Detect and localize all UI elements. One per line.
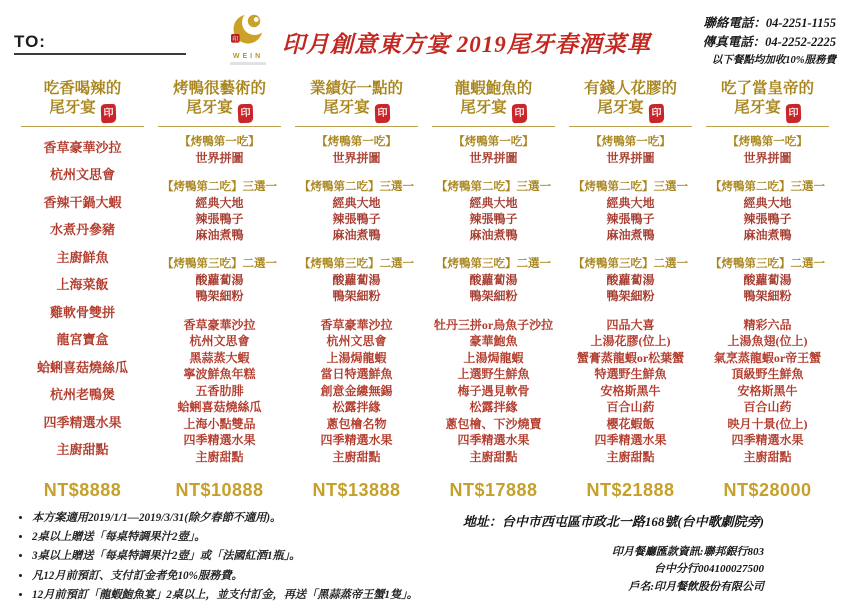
menu-column-1 [14, 79, 151, 501]
menu-column-3 [288, 79, 425, 501]
dish-item: 蛤蜊喜菇燒絲瓜 [177, 400, 262, 415]
column-title-line1: 業績好一點的 [309, 79, 403, 97]
column-title-line2 [427, 98, 560, 123]
dish-item: 上湯魚翅(位上) [727, 334, 808, 349]
section-dish: 麻油煮鴨 [195, 227, 244, 242]
section-label: 【烤鴨第二吃】三選一 [299, 180, 414, 193]
duck-course-section [564, 179, 697, 243]
column-title-text: 尾牙宴 [460, 98, 507, 116]
header-underline [295, 126, 418, 127]
page-footer [14, 507, 836, 605]
section-label: 【烤鴨第三吃】二選一 [436, 257, 551, 270]
header-underline [21, 126, 144, 127]
section-dish: 酸蘿蔔湯 [469, 272, 518, 287]
duck-course-section [701, 179, 834, 243]
duck-course-section [427, 134, 560, 166]
dish-item: 主廚甜點 [743, 449, 792, 464]
section-dish: 酸蘿蔔湯 [743, 272, 792, 287]
dish-item: 香草豪華沙拉 [183, 317, 256, 332]
dish-item: 香辣干鍋大蝦 [43, 194, 122, 210]
column-body [153, 134, 286, 468]
dish-item: 四季精選水果 [594, 433, 667, 448]
dish-list [153, 317, 286, 466]
dish-list [16, 134, 149, 464]
section-dish: 酸蘿蔔湯 [332, 272, 381, 287]
dish-item: 映月十景(位上) [727, 416, 808, 431]
dish-item: 杭州文思會 [326, 334, 387, 349]
duck-course-section [701, 134, 834, 166]
address-line: 地址：台中市西屯區市政北一路168號(台中歌劇院旁) [462, 513, 764, 529]
footnote-item: • 本方案適用2019/1/1—2019/3/31(除夕春節不適用)。 [32, 509, 457, 528]
column-title-line2 [290, 98, 423, 123]
dish-item: 四季精選水果 [43, 414, 122, 430]
menu-column-6 [699, 79, 836, 501]
dish-item: 五香肋腓 [195, 383, 244, 398]
section-label: 【烤鴨第一吃】 [453, 135, 534, 148]
section-label: 【烤鴨第一吃】 [179, 135, 260, 148]
column-title-line1: 烤鴨很藝術的 [172, 79, 266, 97]
dish-item: 安格斯黑牛 [737, 383, 798, 398]
column-title-line1: 吃了當皇帝的 [720, 79, 814, 97]
header-underline [432, 126, 555, 127]
service-charge-note: 以下餐點均加收10%服務費 [711, 54, 836, 66]
duck-course-section [564, 134, 697, 166]
column-title-line1: 龍蝦鮑魚的 [454, 79, 533, 97]
price-label: NT$10888 [175, 479, 264, 500]
dish-item: 創意金縷無錫 [320, 383, 393, 398]
dish-item: 上湯焗龍蝦 [326, 350, 387, 365]
column-body [290, 134, 423, 468]
seal-stamp-icon: 印 [237, 104, 253, 124]
column-title-text: 尾牙宴 [186, 98, 233, 116]
section-dish: 辣張鴨子 [606, 211, 655, 226]
bank-info-line: 印月餐廳匯款資訊:聯邦銀行803 [611, 545, 764, 558]
page-title: 印月創意東方宴 2019尾牙春酒菜單 [282, 32, 651, 57]
section-label: 【烤鴨第二吃】三選一 [573, 180, 688, 193]
dish-item: 黑蒜蒸大蝦 [189, 350, 250, 365]
section-dish: 經典大地 [332, 195, 381, 210]
dish-item: 蛤蜊喜菇燒絲瓜 [36, 359, 128, 375]
column-header [701, 79, 834, 123]
section-dish: 世界拼圖 [743, 150, 792, 165]
section-dish: 辣張鴨子 [743, 211, 792, 226]
section-dish: 麻油煮鴨 [606, 227, 655, 242]
section-dish: 鴨架細粉 [195, 288, 244, 303]
dish-item: 安格斯黑牛 [600, 383, 661, 398]
dish-item: 四品大喜 [606, 317, 655, 332]
section-dish: 世界拼圖 [332, 150, 381, 165]
column-header [16, 79, 149, 123]
duck-course-section [564, 256, 697, 304]
dish-item: 杭州老鴨煲 [49, 387, 115, 403]
duck-course-section [701, 256, 834, 304]
column-header [290, 79, 423, 123]
dish-item: 主廚甜點 [606, 449, 655, 464]
section-dish: 酸蘿蔔湯 [195, 272, 244, 287]
seal-stamp-icon: 印 [100, 104, 116, 124]
section-label: 【烤鴨第三吃】二選一 [710, 257, 825, 270]
section-dish: 麻油煮鴨 [469, 227, 518, 242]
dish-item: 松露拌緣 [332, 400, 381, 415]
dish-item: 蟹膏蒸龍蝦or松葉蟹 [576, 350, 685, 365]
dish-item: 松露拌緣 [469, 400, 518, 415]
column-body [701, 134, 834, 468]
section-label: 【烤鴨第二吃】三選一 [710, 180, 825, 193]
dish-item: 四季精選水果 [320, 433, 393, 448]
section-label: 【烤鴨第二吃】三選一 [436, 180, 551, 193]
seal-stamp-icon: 印 [785, 104, 801, 124]
section-label: 【烤鴨第三吃】二選一 [299, 257, 414, 270]
column-title-line1: 吃香喝辣的 [43, 79, 122, 97]
column-title-line2 [153, 98, 286, 123]
dish-item: 主廚甜點 [195, 449, 244, 464]
section-dish: 酸蘿蔔湯 [606, 272, 655, 287]
column-title-line1: 有錢人花膠的 [583, 79, 677, 97]
bank-info-line: 戶名:印月餐飲股份有限公司 [628, 581, 764, 594]
column-header [564, 79, 697, 123]
bank-transfer-info [457, 544, 836, 597]
dish-list [701, 317, 834, 466]
column-body [16, 134, 149, 468]
section-dish: 鴨架細粉 [332, 288, 381, 303]
brand-tagline-decoration [230, 62, 266, 65]
menu-column-5 [562, 79, 699, 501]
dish-item: 主廚鮮魚 [56, 249, 109, 265]
brand-name: WEIN [232, 53, 264, 60]
footnotes-list [14, 509, 457, 605]
menu-column-2 [151, 79, 288, 501]
footnote-item: • 3桌以上贈送「每桌特調果汁2壺」或「法國紅酒1瓶」。 [32, 547, 457, 566]
dish-item: 蔥包檜、下沙燒賣 [445, 416, 542, 431]
section-dish: 麻油煮鴨 [332, 227, 381, 242]
dish-list [564, 317, 697, 466]
dish-item: 精彩六品 [743, 317, 792, 332]
seal-stamp-icon: 印 [648, 104, 664, 124]
dish-item: 上海菜飯 [56, 277, 109, 293]
section-dish: 鴨架細粉 [606, 288, 655, 303]
price-label: NT$28000 [723, 479, 812, 500]
dish-list [427, 317, 560, 466]
duck-course-section [290, 134, 423, 166]
dish-item: 龍宮寶盒 [56, 332, 109, 348]
bank-info-line: 台中分行004100027500 [654, 563, 764, 576]
contact-fax: 傳真電話：04-2252-2225 [702, 35, 836, 50]
dish-item: 四季精選水果 [731, 433, 804, 448]
section-label: 【烤鴨第二吃】三選一 [162, 180, 277, 193]
dish-item: 櫻花蝦飯 [606, 416, 655, 431]
section-dish: 經典大地 [469, 195, 518, 210]
crescent-moon-icon [228, 8, 268, 48]
section-label: 【烤鴨第三吃】二選一 [573, 257, 688, 270]
price-label: NT$8888 [43, 479, 122, 500]
duck-course-section [153, 134, 286, 166]
section-label: 【烤鴨第一吃】 [727, 135, 808, 148]
section-label: 【烤鴨第一吃】 [316, 135, 397, 148]
dish-item: 主廚甜點 [56, 442, 109, 458]
column-title-text: 尾牙宴 [734, 98, 781, 116]
column-title-text: 尾牙宴 [49, 98, 96, 116]
dish-item: 特選野生鮮魚 [594, 367, 667, 382]
dish-item: 百合山葯 [606, 400, 655, 415]
dish-item: 主廚甜點 [469, 449, 518, 464]
section-dish: 世界拼圖 [469, 150, 518, 165]
section-dish: 辣張鴨子 [332, 211, 381, 226]
column-title-line2 [16, 98, 149, 123]
dish-item: 杭州文思會 [49, 167, 115, 183]
to-label: TO: [14, 32, 46, 51]
brand-logo [220, 8, 276, 65]
dish-item: 牡丹三拼or烏魚子沙拉 [433, 317, 554, 332]
menu-column-4 [425, 79, 562, 501]
contact-phone: 聯絡電話：04-2251-1155 [703, 16, 836, 30]
contact-info [658, 14, 836, 69]
column-title-text: 尾牙宴 [597, 98, 644, 116]
section-dish: 麻油煮鴨 [743, 227, 792, 242]
duck-course-section [427, 179, 560, 243]
dish-item: 香草豪華沙拉 [43, 139, 122, 155]
column-body [427, 134, 560, 468]
dish-list [290, 317, 423, 466]
dish-item: 四季精選水果 [457, 433, 530, 448]
price-label: NT$21888 [586, 479, 675, 500]
price-label: NT$13888 [312, 479, 401, 500]
section-dish: 辣張鴨子 [469, 211, 518, 226]
dish-item: 雞軟骨雙拼 [49, 304, 115, 320]
footnote-item: • 12月前預訂「龍蝦鮑魚宴」2桌以上，並支付訂金，再送「黑蒜蒸帝王蟹1隻」。 [32, 586, 457, 605]
section-label: 【烤鴨第三吃】二選一 [162, 257, 277, 270]
duck-course-section [290, 256, 423, 304]
dish-item: 上選野生鮮魚 [457, 367, 530, 382]
section-dish: 經典大地 [743, 195, 792, 210]
header-underline [569, 126, 692, 127]
column-header [427, 79, 560, 123]
column-header [153, 79, 286, 123]
header-underline [158, 126, 281, 127]
section-dish: 世界拼圖 [195, 150, 244, 165]
dish-item: 蔥包檜名物 [326, 416, 387, 431]
column-body [564, 134, 697, 468]
footnote-item: • 2桌以上贈送「每桌特調果汁2壺」。 [32, 528, 457, 547]
section-dish: 鴨架細粉 [743, 288, 792, 303]
duck-course-section [153, 256, 286, 304]
dish-item: 杭州文思會 [189, 334, 250, 349]
price-label: NT$17888 [449, 479, 538, 500]
duck-course-section [290, 179, 423, 243]
seal-stamp-icon: 印 [374, 104, 390, 124]
duck-course-section [427, 256, 560, 304]
to-field [14, 32, 186, 55]
footnote-item: • 凡12月前預訂、支付訂金者免10%服務費。 [32, 567, 457, 586]
dish-item: 主廚甜點 [332, 449, 381, 464]
dish-item: 百合山药 [743, 400, 792, 415]
dish-item: 梅子遇見軟骨 [457, 383, 530, 398]
header-underline [706, 126, 829, 127]
dish-item: 上湯花膠(位上) [590, 334, 671, 349]
column-title-line2 [701, 98, 834, 123]
dish-item: 當日特選鮮魚 [320, 367, 393, 382]
dish-item: 頂級野生鮮魚 [731, 367, 804, 382]
footer-right [457, 507, 836, 605]
section-dish: 經典大地 [195, 195, 244, 210]
dish-item: 豪華鮑魚 [469, 334, 518, 349]
section-label: 【烤鴨第一吃】 [590, 135, 671, 148]
dish-item: 上湯焗龍蝦 [463, 350, 524, 365]
seal-stamp-icon: 印 [511, 104, 527, 124]
dish-item: 水煮丹參豬 [49, 222, 115, 238]
column-title-text: 尾牙宴 [323, 98, 370, 116]
menu-columns [14, 79, 836, 501]
dish-item: 氣烹蒸龍蝦or帝王蟹 [713, 350, 822, 365]
duck-course-section [153, 179, 286, 243]
dish-item: 四季精選水果 [183, 433, 256, 448]
section-dish: 經典大地 [606, 195, 655, 210]
page-header [14, 6, 836, 69]
svg-text:印: 印 [232, 35, 239, 43]
column-title-line2 [564, 98, 697, 123]
dish-item: 寧波鮮魚年糕 [183, 367, 256, 382]
section-dish: 辣張鴨子 [195, 211, 244, 226]
section-dish: 世界拼圖 [606, 150, 655, 165]
section-dish: 鴨架細粉 [469, 288, 518, 303]
dish-item: 上海小點雙品 [183, 416, 256, 431]
dish-item: 香草豪華沙拉 [320, 317, 393, 332]
